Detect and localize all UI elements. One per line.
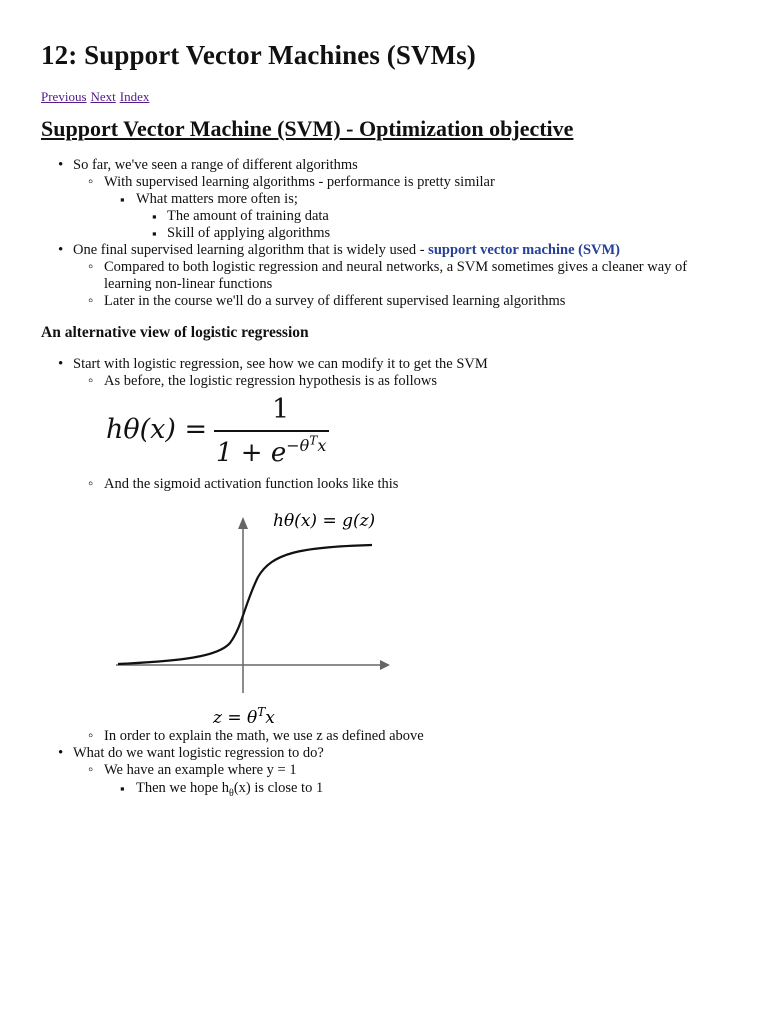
- page-title: 12: Support Vector Machines (SVMs): [41, 40, 476, 70]
- list-item: What matters more often is;: [136, 191, 298, 207]
- list-item-text: (x) is close to 1: [233, 780, 324, 796]
- index-link[interactable]: Index: [119, 89, 150, 104]
- sigmoid-bottom-label: $z = \theta^Tx$: [213, 705, 275, 728]
- bullet-circle: [88, 293, 93, 311]
- hypothesis-formula: [104, 396, 344, 466]
- bullet-circle: [88, 476, 93, 494]
- bullet-circle: [88, 762, 93, 780]
- bullet-circle: [88, 174, 93, 192]
- nav-links: [41, 89, 153, 105]
- bullet-disc: [58, 242, 63, 260]
- next-link[interactable]: Next: [90, 89, 116, 104]
- list-item: Compared to both logistic regression and neural networks, a SVM sometimes gives a cleaner way of: [104, 259, 688, 275]
- formula-exponent-var: x: [317, 436, 327, 456]
- list-item: Later in the course we'll do a survey of different supervised learning algorithms: [104, 293, 566, 309]
- list-item: Start with logistic regression, see how we can modify it to get the SVM: [73, 356, 488, 372]
- formula-lhs: hθ(x) =: [106, 414, 208, 445]
- list-item: The amount of training data: [167, 208, 329, 224]
- svm-highlight: support vector machine (SVM): [428, 242, 621, 258]
- list-item: So far, we've seen a range of different algorithms: [73, 157, 358, 173]
- list-item-continuation: learning non-linear functions: [104, 276, 273, 292]
- bullet-square: [120, 780, 125, 799]
- list-item-text: One final supervised learning algorithm that is widely used -: [73, 242, 429, 258]
- list-item: We have an example where y = 1: [104, 762, 297, 778]
- list-item-text: Then we hope h: [136, 780, 230, 796]
- sigmoid-curve: [118, 545, 372, 664]
- list-item: Skill of applying algorithms: [167, 225, 331, 241]
- bullet-circle: [88, 373, 93, 391]
- x-axis-arrow-icon: [380, 660, 390, 670]
- previous-link[interactable]: Previous: [41, 89, 87, 104]
- y-axis-arrow-icon: [238, 517, 248, 529]
- formula-exponent: −θ: [286, 436, 310, 456]
- list-item: What do we want logistic regression to do?: [73, 745, 324, 761]
- list-item: With supervised learning algorithms - performance is pretty similar: [104, 174, 495, 190]
- list-item: And the sigmoid activation function looks like this: [104, 476, 399, 492]
- formula-exponent-sup: T: [309, 434, 318, 448]
- subsection-heading: An alternative view of logistic regression: [41, 324, 309, 341]
- bullet-disc: [58, 745, 63, 763]
- bullet-circle: [88, 259, 93, 277]
- formula-denominator: [216, 434, 326, 468]
- bullet-square: [120, 191, 125, 210]
- fraction-bar: [214, 430, 329, 432]
- bullet-disc: [58, 356, 63, 374]
- sigmoid-figure: [110, 505, 400, 730]
- theta-subscript: θ: [229, 787, 234, 799]
- bullet-disc: [58, 157, 63, 175]
- bullet-circle: [88, 728, 93, 746]
- list-item: In order to explain the math, we use z as defined above: [104, 728, 424, 744]
- list-item: [73, 242, 620, 259]
- list-item: As before, the logistic regression hypothesis is as follows: [104, 373, 438, 389]
- list-item: [136, 780, 323, 802]
- section-heading: Support Vector Machine (SVM) - Optimization objective: [41, 116, 574, 141]
- formula-numerator: 1: [272, 394, 290, 425]
- formula-denominator-base: 1 + e: [216, 437, 287, 468]
- sigmoid-top-label: hθ(x) = g(z): [273, 511, 376, 531]
